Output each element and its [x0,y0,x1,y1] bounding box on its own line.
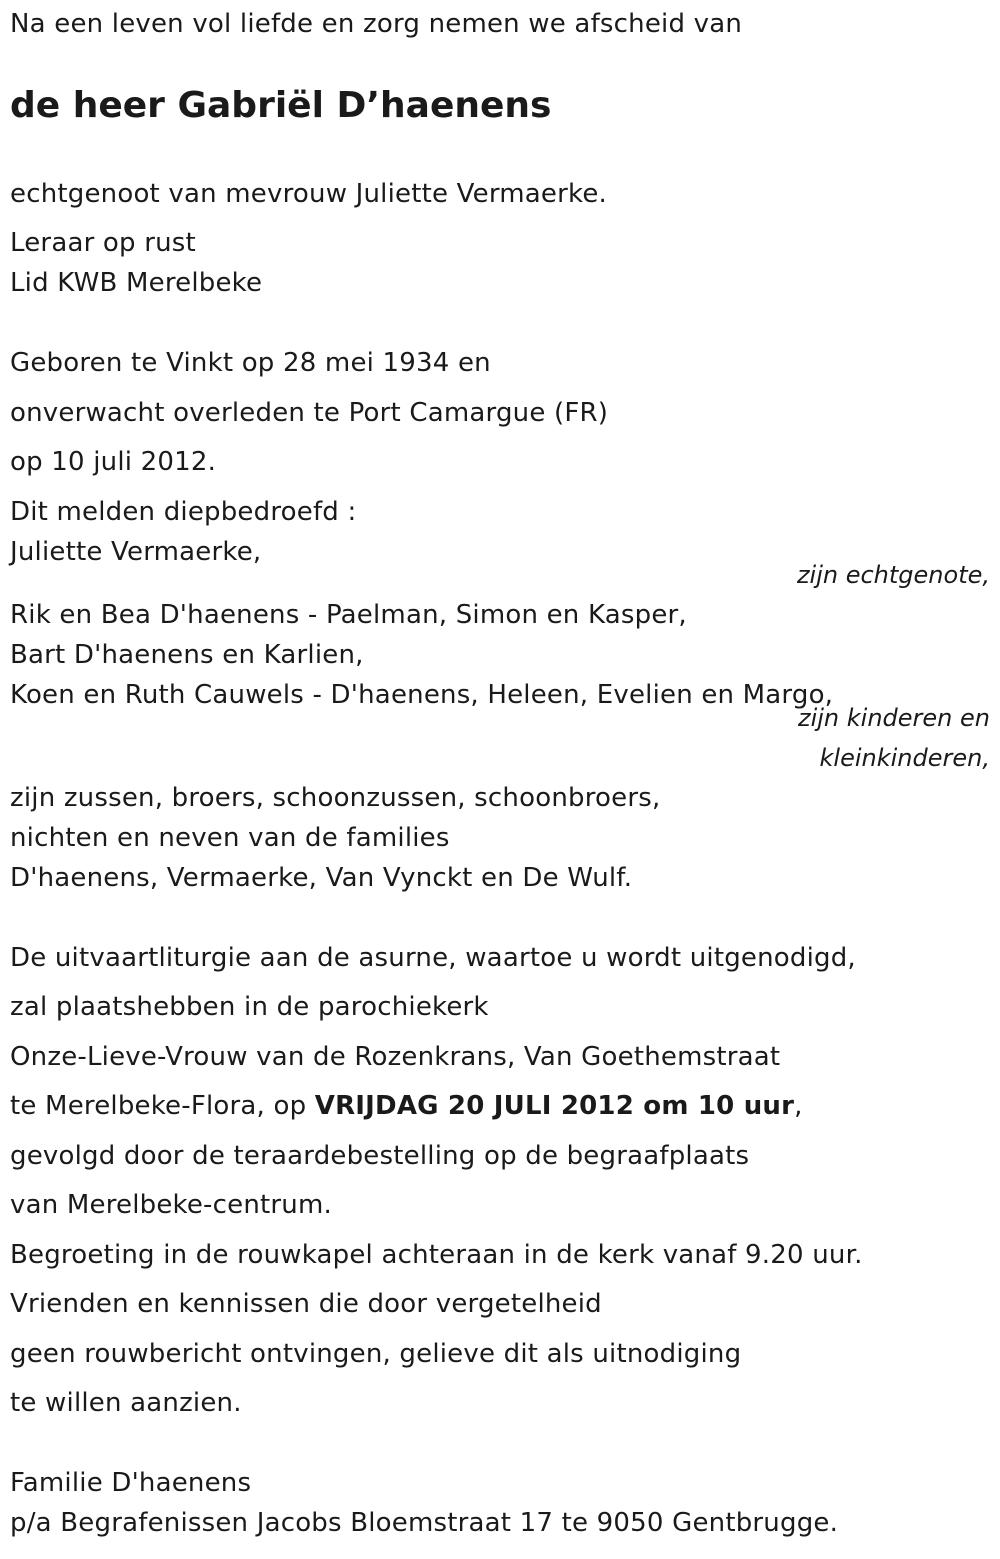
child-line: Rik en Bea D'haenens - Paelman, Simon en Kasper, [10,600,687,630]
announce-line: Dit melden diepbedroefd : [10,497,357,527]
died-line: onverwacht overleden te Port Camargue (FR) [10,398,609,428]
ceremony-line: zal plaatshebben in de parochiekerk [10,992,489,1022]
occupation: Leraar op rust [10,228,196,258]
relatives-line: nichten en neven van de families [10,823,450,853]
footer-address: p/a Begrafenissen Jacobs Bloemstraat 17 te 9050 Gentbrugge. [10,1508,839,1538]
intro-text: Na een leven vol liefde en zorg nemen we afscheid van [10,9,743,39]
born-line: Geboren te Vinkt op 28 mei 1934 en [10,348,491,378]
children-role-2: kleinkinderen, [819,744,990,772]
ceremony-line: gevolgd door de teraardebestelling op de begraafplaats [10,1141,750,1171]
membership: Lid KWB Merelbeke [10,268,263,298]
ceremony-date: VRIJDAG 20 JULI 2012 om 10 uur [314,1091,795,1121]
ceremony-line: De uitvaartliturgie aan de asurne, waartoe u wordt uitgenodigd, [10,943,856,973]
ceremony-line: Vrienden en kennissen die door vergetelheid [10,1289,602,1319]
ceremony-line: Begroeting in de rouwkapel achteraan in de kerk vanaf 9.20 uur. [10,1240,863,1270]
ceremony-line: Onze-Lieve-Vrouw van de Rozenkrans, Van Goethemstraat [10,1042,781,1072]
ceremony-line: te willen aanzien. [10,1388,242,1418]
family-spouse: Juliette Vermaerke, [10,537,262,567]
ceremony-date-line [10,1090,803,1122]
ceremony-date-prefix: te Merelbeke-Flora, op [10,1091,315,1121]
ceremony-date-suffix: , [794,1091,803,1121]
deceased-name: de heer Gabriël D’haenens [10,85,552,126]
spouse-role: zijn echtgenote, [796,561,990,589]
relatives-line: D'haenens, Vermaerke, Van Vynckt en De Wulf. [10,863,633,893]
child-line: Bart D'haenens en Karlien, [10,640,364,670]
child-line: Koen en Ruth Cauwels - D'haenens, Heleen, Evelien en Margo, [10,680,834,710]
ceremony-line: van Merelbeke-centrum. [10,1190,332,1220]
spouse-line: echtgenoot van mevrouw Juliette Vermaerke. [10,179,607,209]
ceremony-line: geen rouwbericht ontvingen, gelieve dit als uitnodiging [10,1339,742,1369]
footer-sender: Familie D'haenens [10,1468,252,1498]
children-role-1: zijn kinderen en [798,704,990,732]
relatives-line: zijn zussen, broers, schoonzussen, schoonbroers, [10,783,661,813]
died-date: op 10 juli 2012. [10,447,217,477]
